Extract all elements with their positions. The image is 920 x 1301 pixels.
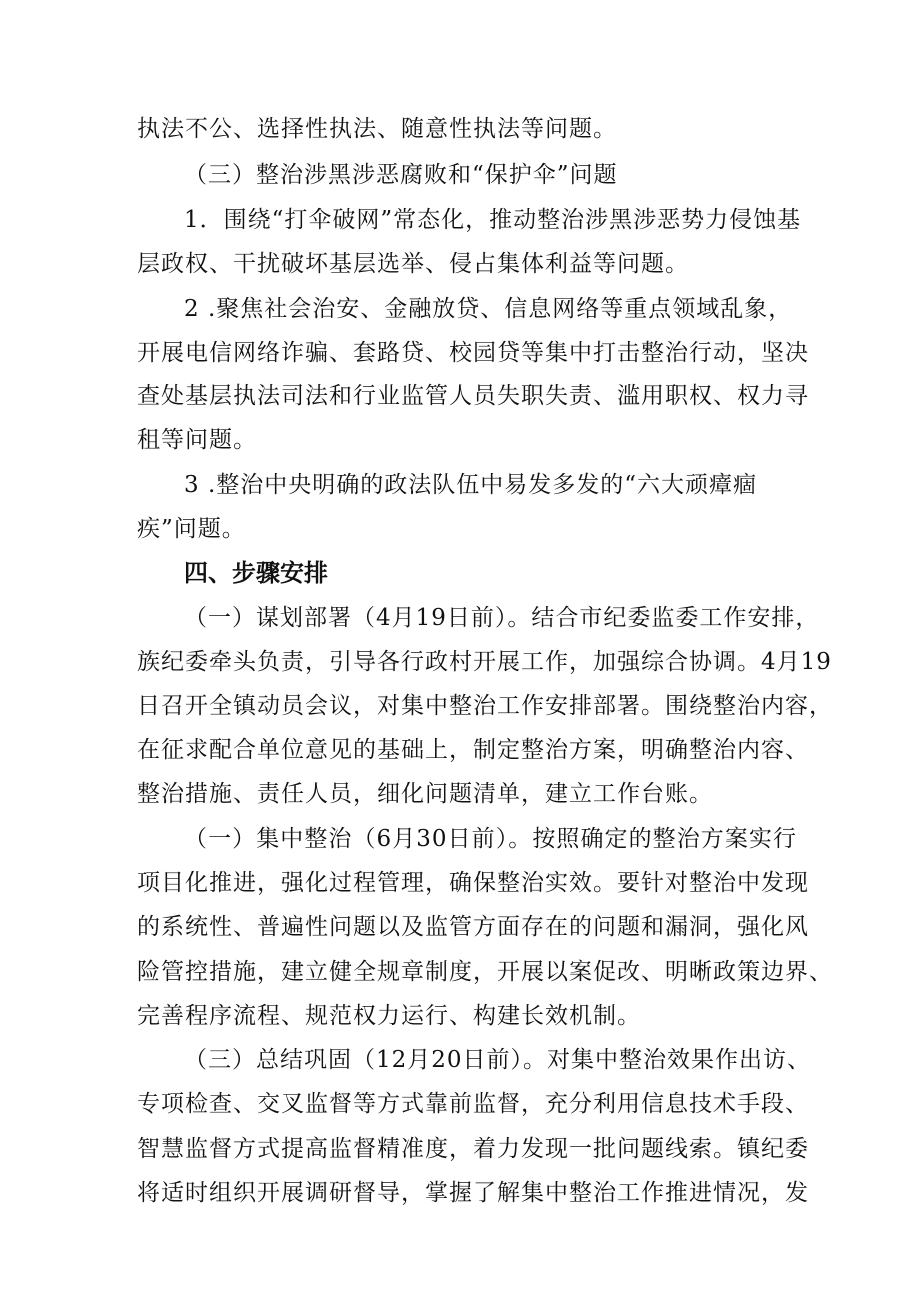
- text-line: 开展电信网络诈骗、套路贷、校园贷等集中打击整治行动，坚决: [137, 340, 809, 366]
- text-line: 疾”问题。: [137, 516, 246, 542]
- paragraph-line: 险管控措施，建立健全规章制度，开展以案促改、明晰政策边界、: [137, 959, 833, 985]
- paragraph-line: 日召开全镇动员会议，对集中整治工作安排部署。围绕整治内容，: [137, 693, 833, 719]
- paragraph-line: 族纪委牵头负责，引导各行政村开展工作，加强综合协调。4月19: [137, 649, 832, 675]
- text-line: 层政权、干扰破坏基层选举、侵占集体利益等问题。: [137, 251, 689, 277]
- paragraph-line: 的系统性、普遍性问题以及监管方面存在的问题和漏洞，强化风: [137, 914, 809, 940]
- text-line: 执法不公、选择性执法、随意性执法等问题。: [137, 116, 617, 142]
- section-heading: 四、步骤安排: [184, 559, 328, 587]
- paragraph-line: 将适时组织开展调研督导，掌握了解集中整治工作推进情况，发: [137, 1180, 809, 1206]
- paragraph-line: 整治措施、责任人员，细化问题清单，建立工作台账。: [137, 781, 713, 807]
- paragraph-line: 智慧监督方式提高监督精准度，着力发现一批问题线索。镇纪委: [137, 1136, 809, 1162]
- paragraph-line: 项目化推进，强化过程管理，确保整治实效。要针对整治中发现: [137, 870, 809, 896]
- paragraph-line: （三）总结巩固（12月20日前）。对集中整治效果作出访、: [184, 1047, 812, 1073]
- paragraph-line: 在征求配合单位意见的基础上，制定整治方案，明确整治内容、: [137, 737, 809, 763]
- list-item-3: 3 .整治中央明确的政法队伍中易发多发的“六大顽瘴痼: [184, 472, 758, 498]
- text-line: 查处基层执法司法和行业监管人员失职失责、滥用职权、权力寻: [137, 383, 809, 409]
- list-item-2: 2 .聚焦社会治安、金融放贷、信息网络等重点领域乱象，: [184, 296, 793, 322]
- paragraph-line: （一）谋划部署（4月19日前）。结合市纪委监委工作安排，: [184, 605, 820, 631]
- paragraph-line: （一）集中整治（6月30日前）。按照确定的整治方案实行: [184, 826, 797, 852]
- paragraph-line: 专项检查、交叉监督等方式靠前监督，充分利用信息技术手段、: [137, 1091, 809, 1117]
- list-item-1: 1．围绕“打伞破网”常态化，推动整治涉黑涉恶势力侵蚀基: [184, 207, 802, 233]
- subsection-heading: （三）整治涉黑涉恶腐败和“保护伞”问题: [184, 162, 618, 188]
- text-line: 租等问题。: [137, 427, 257, 453]
- paragraph-line: 完善程序流程、规范权力运行、构建长效机制。: [137, 1003, 641, 1029]
